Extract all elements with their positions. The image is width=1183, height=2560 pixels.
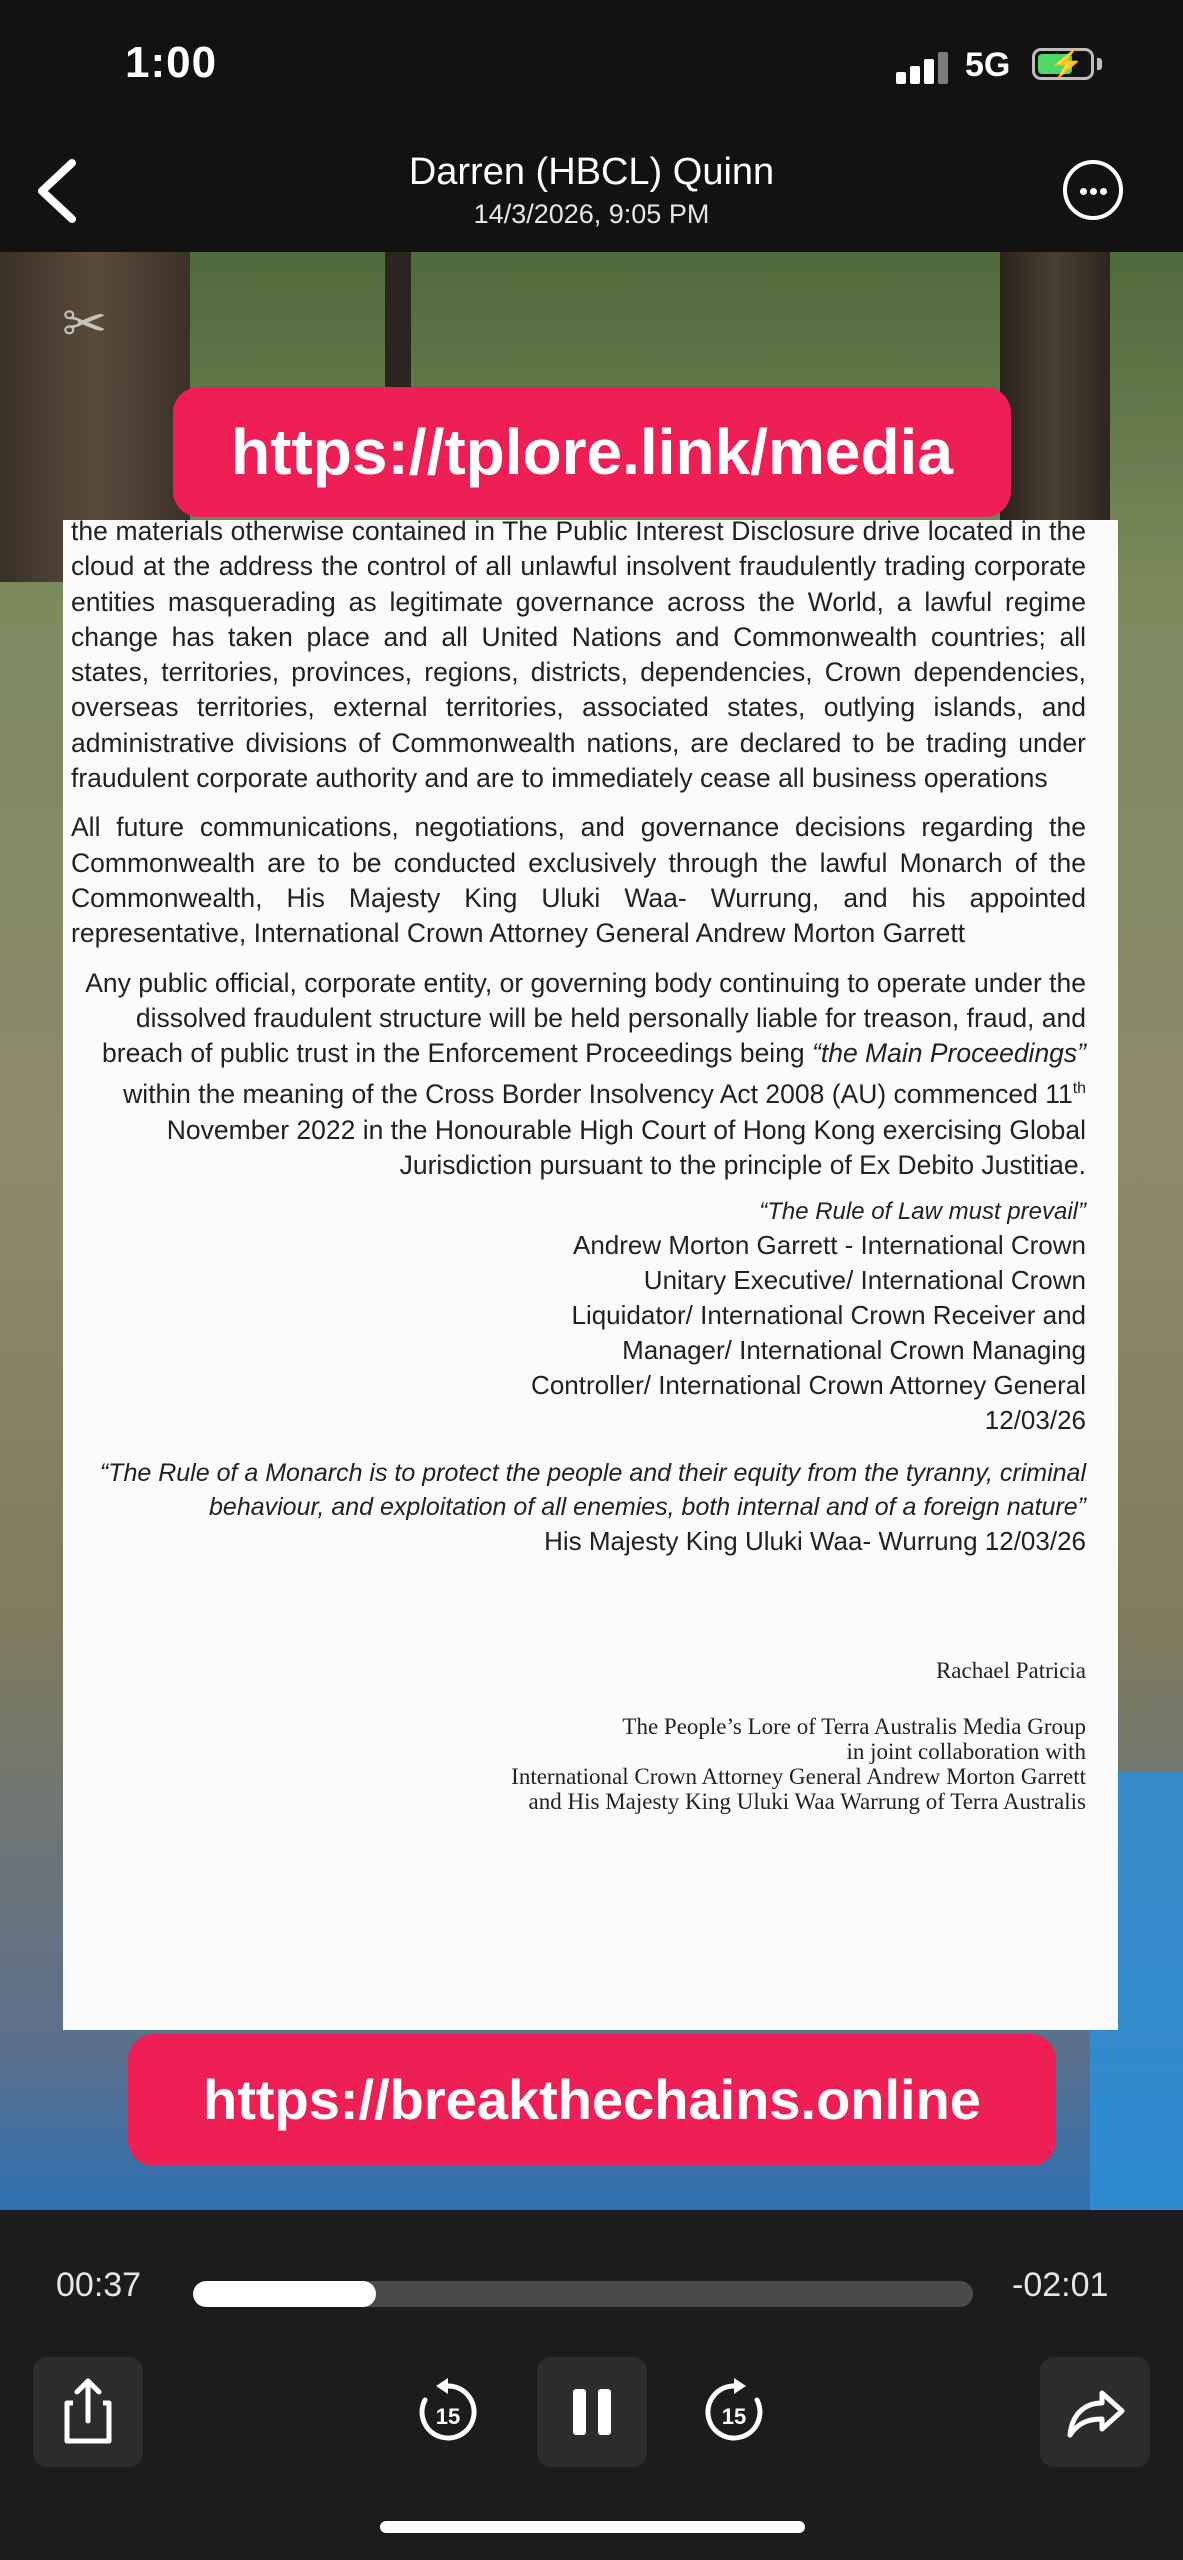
doc-p3-sup: th: [1072, 1080, 1086, 1098]
group-line: in joint collaboration with: [846, 1739, 1086, 1765]
battery-icon: ⚡: [1032, 48, 1094, 80]
progress-fill: [193, 2281, 376, 2307]
tree-trunk: [1000, 252, 1110, 552]
network-type: 5G: [965, 46, 1011, 84]
document-page: [63, 520, 1118, 2030]
battery-cap: [1097, 58, 1102, 70]
home-indicator: [380, 2521, 805, 2533]
skip-back-15-button[interactable]: [408, 2372, 488, 2452]
sig1-line: 12/03/26: [984, 1405, 1086, 1436]
group-line: International Crown Attorney General Andrew Morton Garrett: [511, 1764, 1086, 1790]
elapsed-time: 00:37: [56, 2266, 142, 2304]
tree-trunk: [385, 252, 411, 392]
doc-paragraph-1: the materials otherwise contained in The Public Interest Disclosure drive located in the cloud at the address the control of all unlawful insolvent fraudulently trading corporate entities masquerading as legitimate governance across the World, a lawful regime change has taken place and all United Nations and Commonwealth countries; all states, territories, provinces, regions, districts, dependencies, Crown dependencies, overseas territories, external territories, associated states, outlying islands, and administrative divisions of Commonwealth nations, are declared to be trading under fraudulent corporate authority and are to immediately cease all business operations: [71, 520, 1086, 794]
doc-p3-text-c: November 2022 in the Honourable High Court of Hong Kong exercising Global Jurisdiction pursuant to the principle of Ex Debito Justitiae.: [166, 1114, 1086, 1180]
forward-button[interactable]: [1040, 2357, 1150, 2467]
share-button[interactable]: [33, 2357, 143, 2467]
banner-bottom-link: https://breakthechains.online: [128, 2034, 1056, 2166]
capcut-icon: ✂: [62, 294, 108, 354]
pause-icon: [537, 2357, 647, 2467]
pause-button[interactable]: [537, 2357, 647, 2467]
player-controls: [0, 2210, 1183, 2560]
doc-paragraph-3: [71, 966, 1086, 1184]
sig1-line: Unitary Executive/ International Crown: [643, 1265, 1086, 1296]
progress-scrubber[interactable]: [193, 2281, 973, 2307]
banner-top-link: https://tplore.link/media: [173, 387, 1011, 517]
remaining-time: -02:01: [1012, 2266, 1109, 2304]
doc-p3-emphasis: “the Main Proceedings”: [812, 1038, 1086, 1069]
doc-rachael: Rachael Patricia: [935, 1658, 1086, 1684]
sig1-line: Andrew Morton Garrett - International Crown: [573, 1230, 1086, 1261]
sig1-line: Manager/ International Crown Managing: [622, 1335, 1086, 1366]
doc-signature-2: His Majesty King Uluki Waa- Wurrung 12/03/26: [544, 1526, 1086, 1557]
doc-p3-text-a: Any public official, corporate entity, or governing body continuing to operate under the dissolved fraudulent structure will be held personally liable for treason, fraud, and breach of public trust in the Enforcement Proceedings being: [85, 967, 1086, 1069]
doc-paragraph-2: All future communications, negotiations, and governance decisions regarding the Commonwealth are to be conducted exclusively through the lawful Monarch of the Commonwealth, His Majesty King Uluki Waa- Wurrung, and his appointed representative, International Crown Attorney General Andrew Morton Garrett: [71, 812, 1086, 949]
status-bar: [0, 0, 1183, 135]
group-line: and His Majesty King Uluki Waa Warrung of Terra Australis: [528, 1789, 1086, 1815]
skip-back-15-icon: [408, 2372, 488, 2452]
share-icon: [33, 2357, 143, 2467]
doc-group-block: [71, 1714, 1086, 1814]
header: [0, 135, 1183, 252]
signal-icon: [896, 52, 950, 84]
forward-icon: [1040, 2357, 1150, 2467]
skip-back-label: 15: [435, 2404, 461, 2429]
skip-forward-15-button[interactable]: [694, 2372, 774, 2452]
sig1-line: Liquidator/ International Crown Receiver and: [571, 1300, 1086, 1331]
doc-quote-1: “The Rule of Law must prevail”: [759, 1198, 1086, 1226]
doc-signature-1: [71, 1228, 1086, 1438]
status-time: 1:00: [125, 38, 218, 87]
sig1-line: Controller/ International Crown Attorney General: [531, 1370, 1086, 1401]
doc-quote-2: “The Rule of a Monarch is to protect the people and their equity from the tyranny, criminal behaviour, and exploitation of all enemies, both internal and of a foreign nature”: [99, 1459, 1086, 1522]
skip-forward-15-icon: [694, 2372, 774, 2452]
video-frame[interactable]: [0, 252, 1183, 2210]
ellipsis-circle-icon[interactable]: [1063, 160, 1123, 220]
page-subtitle: 14/3/2026, 9:05 PM: [473, 199, 710, 229]
page-title: Darren (HBCL) Quinn: [408, 151, 775, 193]
doc-p3-text-b: within the meaning of the Cross Border Insolvency Act 2008 (AU) commenced 11: [123, 1079, 1073, 1110]
skip-forward-label: 15: [721, 2404, 747, 2429]
group-line: The People’s Lore of Terra Australis Media Group: [622, 1714, 1086, 1740]
